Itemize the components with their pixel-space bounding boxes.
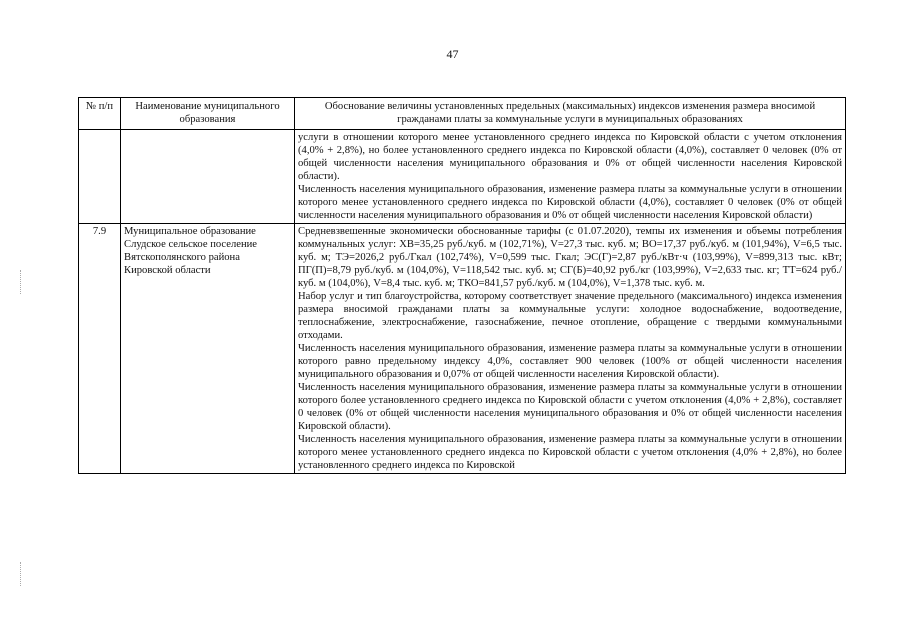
table-row [79, 224, 846, 474]
header-num: № п/п [79, 98, 121, 130]
page-number: 47 [446, 47, 459, 61]
table-header-row [79, 98, 846, 130]
row-num [79, 130, 121, 224]
scan-margin-mark [20, 270, 24, 294]
paragraph: Средневзвешенные экономически обоснованные тарифы (с 01.07.2020), темпы их изменения и объемы потребления коммунальных услуг: ХВ=35,25 руб./куб. м (102,71%), V=27,3 тыс. куб. м; ВО=17,37 руб./куб. м (101,94%), V=6,5 тыс. куб. м; ТЭ=2026,2 руб./Гкал (102,74%), V=0,599 тыс. Гкал; ЭС(Г)=2,87 руб./кВт·ч (103,99%), V=899,313 тыс. кВт; ПГ(П)=8,79 руб./куб. м (104,0%), V=118,542 тыс. куб. м; СГ(Б)=40,92 руб./кг (103,99%), V=2,633 тыс. кг; ТТ=624 руб./куб. м (104,0%), V=8,4 тыс. куб. м; ТКО=841,57 руб./куб. м (104,0%), V=1,378 тыс. куб. м. [298, 226, 842, 289]
header-name: Наименование муниципального образования [121, 98, 295, 130]
table-row [79, 130, 846, 224]
paragraph: Численность населения муниципального образования, изменение размера платы за коммунальные услуги в отношении которого равно предельному индексу 4,0%, составляет 900 человек (100% от общей численности населения муниципального образования и 0,07% от общей численности населения Кировской области). [298, 343, 842, 380]
paragraph: Численность населения муниципального образования, изменение размера платы за коммунальные услуги в отношении которого менее установленного среднего индекса по Кировской области с учетом отклонения (4,0% + 2,8%), но более установленного среднего индекса по Кировской [298, 434, 842, 471]
paragraph: Численность населения муниципального образования, изменение размера платы за коммунальные услуги в отношении которого более установленного среднего индекса по Кировской области с учетом отклонения (4,0% + 2,8%), составляет 0 человек (0% от общей численности населения муниципального образования и 0% от общей численности населения Кировской области). [298, 382, 842, 432]
row-num: 7.9 [79, 224, 121, 474]
row-basis [295, 130, 846, 224]
paragraph: Численность населения муниципального образования, изменение размера платы за коммунальные услуги в отношении которого менее установленного среднего индекса по Кировской области (4,0%), составляет 0 человек (0% от общей численности населения муниципального образования и 0% от общей численности населения Кировской области) [298, 184, 842, 221]
header-basis: Обоснование величины установленных предельных (максимальных) индексов изменения размера вносимой гражданами платы за коммунальные услуги в муниципальных образованиях [295, 98, 846, 130]
scan-margin-mark [20, 562, 24, 586]
paragraph: Набор услуг и тип благоустройства, которому соответствует значение предельного (максимального) индекса изменения размера вносимой гражданами платы за коммунальные услуги: холодное водоснабжение, водоотведение, теплоснабжение, электроснабжение, газоснабжение, печное отопление, обращение с твердыми коммунальными отходами. [298, 291, 842, 341]
row-name: Муниципальное образование Слудское сельское поселение Вятскополянского района Кировской области [121, 224, 295, 474]
data-table [78, 97, 846, 474]
row-basis [295, 224, 846, 474]
row-name [121, 130, 295, 224]
paragraph: услуги в отношении которого менее установленного среднего индекса по Кировской области с учетом отклонения (4,0% + 2,8%), но более установленного среднего индекса по Кировской области (4,0%), составляет 0 человек (0% от общей численности населения муниципального образования и 0% от общей численности населения Кировской области). [298, 132, 842, 182]
